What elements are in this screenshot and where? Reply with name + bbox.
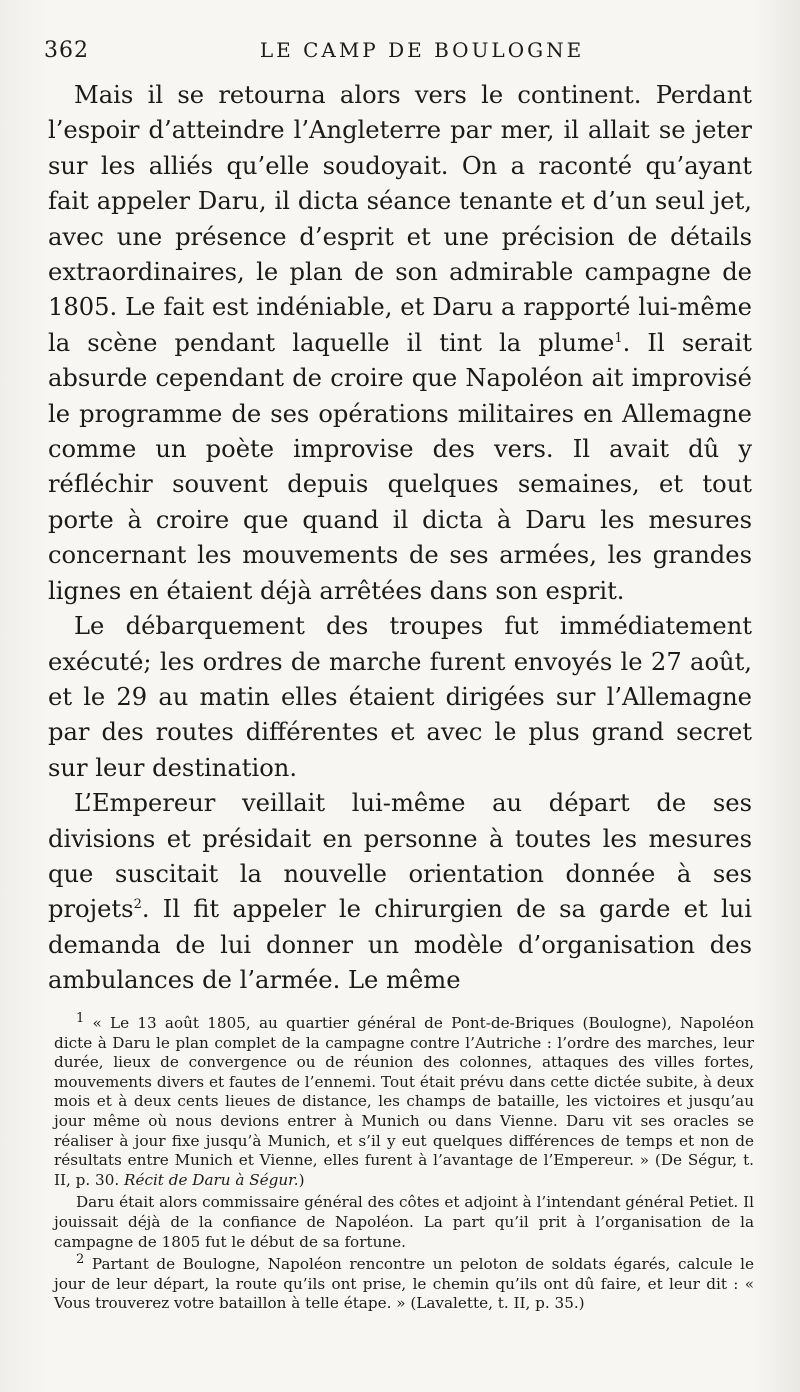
footnote-ref-1: 1	[614, 330, 623, 346]
paragraph-1-text-b: . Il serait absurde cependant de croire que Napoléon ait improvisé le programme de ses opérations militaires en Allemagne comme un poète improvise des vers. Il avait dû y réfléchir souvent depuis quelques semaines, et tout porte à croire que quand il dicta à Daru les mesures concernant les mouvements de ses armées, les grandes lignes en étaient déjà arrêtées dans son esprit.	[48, 328, 752, 605]
footnote-2-text: Partant de Boulogne, Napoléon rencontre un peloton de soldats égarés, calcule le jour de leur départ, la route qu’ils ont prise, le chemin qu’ils ont dû faire, et leur dit : « Vous trouverez votre bataillon à telle étape. » (Lavalette, t. II, p. 35.)	[54, 1255, 755, 1313]
footnote-1-continuation: Daru était alors commissaire général des côtes et adjoint à l’intendant général Petiet. Il jouissait déjà de la confiance de Napoléon. La part qu’il prit à l’organisation de la campagne de 1805 fut le début de sa fortune.	[54, 1193, 754, 1251]
footnote-2	[54, 1252, 755, 1314]
footnote-ref-2: 2	[133, 897, 142, 913]
footnote-2-marker: 2	[76, 1252, 85, 1268]
footnote-1-text: « Le 13 août 1805, au quartier général de Pont-de-Briques (Boulogne), Napoléon dicte à Daru le plan complet de la campagne contre l’Autriche : l’ordre des marches, leur durée, lieux de convergence ou de réunion des colonnes, attaques des villes fortes, mouvements divers et fautes de l’ennemi. Tout était prévu dans cette dictée subite, à deux mois et à deux cents lieues de distance, les champs de bataille, les victoires et jusqu’au jour même où nous devions entrer à Munich ou dans Vienne. Daru vit ses oracles se réaliser à jour fixe jusqu’à Munich, et s’il y eut quelques différences de temps et non de résultats entre Munich et Vienne, elles furent à l’avantage de l’Empereur. » (De Ségur, t. II, p. 30.	[54, 1014, 754, 1189]
page-header	[44, 32, 760, 62]
paragraph-3-text-b: . Il fit appeler le chirurgien de sa garde et lui demanda de lui donner un modèle d’organisation des ambulances de l’armée. Le même	[48, 895, 752, 995]
footnotes	[54, 1010, 755, 1314]
paragraph-1	[48, 78, 752, 609]
paragraph-3	[48, 786, 752, 998]
paragraph-3-text-a: L’Empereur veillait lui-même au départ de ses divisions et présidait en personne à toutes les mesures que suscitait la nouvelle orientation donnée à ses projets	[48, 789, 752, 924]
paragraph-1-text-a: Mais il se retourna alors vers le continent. Perdant l’espoir d’atteindre l’Angleterre par mer, il allait se jeter sur les alliés qu’elle soudoyait. On a raconté qu’ayant fait appeler Daru, il dicta séance tenante et d’un seul jet, avec une présence d’esprit et une précision de détails extraordinaires, le plan de son admirable campagne de 1805. Le fait est indéniable, et Daru a rapporté lui-même la scène pendant laquelle il tint la plume	[48, 81, 752, 357]
page-number: 362	[44, 38, 89, 63]
body-text	[48, 78, 752, 999]
footnote-1-close: )	[298, 1170, 305, 1189]
running-title: LE CAMP DE BOULOGNE	[259, 38, 585, 62]
paragraph-2: Le débarquement des troupes fut immédiatement exécuté; les ordres de marche furent envoyés le 27 août, et le 29 au matin elles étaient dirigées sur l’Allemagne par des routes différentes et avec le plus grand secret sur leur destination.	[48, 612, 752, 782]
footnote-1	[54, 1010, 754, 1190]
footnote-1-marker: 1	[76, 1010, 85, 1026]
footnote-1-source-title: Récit de Daru à Ségur.	[124, 1170, 299, 1189]
